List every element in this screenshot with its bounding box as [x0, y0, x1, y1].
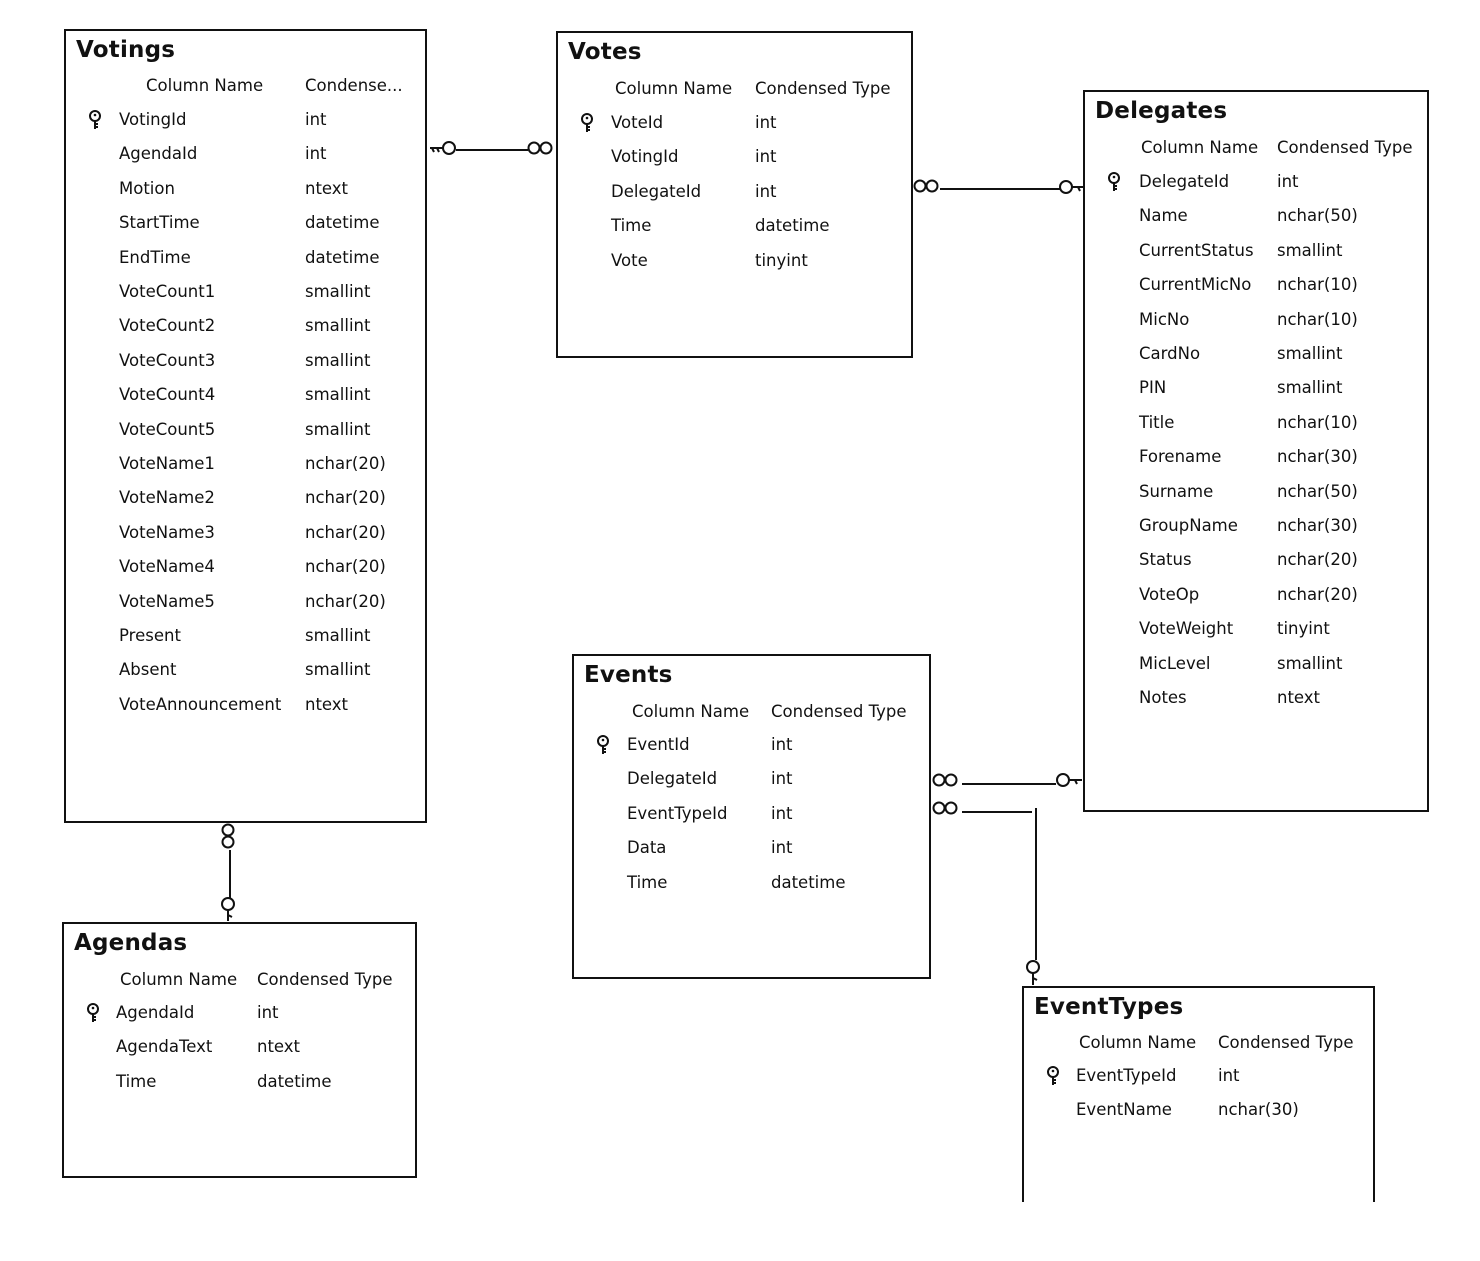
condensed-type-header: Condensed Type [755, 79, 891, 98]
column-type: nchar(30) [1277, 447, 1358, 467]
column-row[interactable] [558, 147, 911, 181]
column-name: AgendaId [119, 144, 198, 164]
column-name: Time [611, 216, 652, 236]
table-header [558, 79, 911, 113]
column-name: Status [1139, 550, 1192, 570]
column-type: nchar(20) [305, 454, 386, 473]
primary-key-icon [1046, 1066, 1060, 1086]
column-name: PIN [1139, 378, 1167, 398]
column-row[interactable] [66, 454, 425, 488]
column-name: Data [627, 838, 667, 858]
column-row[interactable] [1024, 1100, 1373, 1134]
column-type: tinyint [755, 250, 808, 270]
column-name: Notes [1139, 688, 1187, 707]
column-type: smallint [305, 660, 371, 680]
column-name: Time [116, 1071, 157, 1091]
column-row[interactable] [574, 873, 929, 907]
column-type: int [755, 147, 777, 167]
column-row[interactable] [1085, 516, 1427, 550]
column-row[interactable] [66, 660, 425, 694]
column-name: CurrentMicNo [1139, 275, 1252, 295]
column-row[interactable] [1085, 585, 1427, 619]
column-type: datetime [305, 213, 380, 233]
column-type: nchar(20) [1277, 584, 1358, 604]
column-type: ntext [305, 694, 349, 714]
column-row[interactable] [1085, 206, 1427, 240]
column-name: AgendaId [116, 1003, 195, 1022]
column-type: nchar(50) [1277, 481, 1358, 501]
column-row[interactable] [1085, 241, 1427, 275]
table-header [1024, 1033, 1373, 1067]
column-type: ntext [305, 178, 349, 198]
column-name: VotingId [611, 147, 679, 167]
column-name-header: Column Name [1079, 1033, 1197, 1052]
column-type: int [305, 144, 327, 164]
relationship-votings-agendas [222, 825, 234, 922]
column-type: ntext [1277, 688, 1321, 707]
column-type: nchar(10) [1277, 275, 1358, 295]
column-row[interactable] [66, 282, 425, 316]
column-name: VoteCount4 [119, 385, 216, 405]
column-name-header: Column Name [146, 76, 264, 95]
column-name: EventTypeId [627, 803, 728, 823]
column-name: VoteCount2 [119, 316, 216, 336]
table-title: Votes [568, 39, 642, 65]
column-type: int [755, 181, 777, 201]
primary-key-icon [1107, 172, 1121, 192]
column-type: datetime [771, 872, 846, 892]
column-type: nchar(20) [305, 522, 386, 542]
column-type: datetime [257, 1071, 332, 1091]
column-name: VoteCount3 [119, 350, 216, 370]
column-name: EndTime [119, 247, 191, 267]
column-name: Motion [119, 178, 175, 198]
column-row[interactable] [66, 144, 425, 178]
column-name: Time [627, 872, 668, 892]
column-row[interactable] [558, 216, 911, 250]
column-type: nchar(30) [1277, 516, 1358, 535]
primary-key-icon [88, 110, 102, 130]
table-title: Votings [76, 37, 176, 63]
column-type: nchar(10) [1277, 309, 1358, 329]
table-events[interactable] [572, 654, 931, 979]
relationship-events-eventtypes [934, 803, 1040, 986]
condensed-type-header: Condensed Type [257, 970, 393, 989]
table-header [64, 970, 415, 1004]
condensed-type-header: Condensed Type [771, 702, 907, 721]
column-type: int [257, 1003, 279, 1022]
column-type: datetime [305, 247, 380, 267]
relationship-votes-delegates [915, 181, 1084, 194]
column-type: smallint [305, 419, 371, 439]
column-row[interactable] [66, 179, 425, 213]
column-name: GroupName [1139, 516, 1238, 535]
column-name: DelegateId [1139, 172, 1230, 191]
column-name: Title [1139, 412, 1175, 432]
column-name: VoteName5 [119, 591, 215, 611]
column-row[interactable] [574, 735, 929, 769]
column-row[interactable] [64, 1037, 415, 1071]
table-votes[interactable] [556, 31, 913, 358]
table-title: Events [584, 662, 673, 688]
column-name: VoteCount5 [119, 419, 216, 439]
column-row[interactable] [558, 182, 911, 216]
column-row[interactable] [64, 1003, 415, 1037]
column-row[interactable] [66, 695, 425, 729]
primary-key-icon [86, 1003, 100, 1023]
column-name-header: Column Name [120, 970, 238, 989]
column-name-header: Column Name [1141, 138, 1259, 157]
column-name-header: Column Name [632, 702, 750, 721]
column-type: nchar(50) [1277, 206, 1358, 226]
column-type: int [771, 769, 793, 789]
column-type: smallint [1277, 653, 1343, 673]
column-row[interactable] [64, 1072, 415, 1106]
column-row[interactable] [66, 557, 425, 591]
column-name: EventId [627, 735, 690, 754]
column-row[interactable] [1024, 1066, 1373, 1100]
column-name: VoteName2 [119, 488, 215, 508]
column-name: DelegateId [627, 769, 718, 789]
column-type: datetime [755, 216, 830, 236]
table-header [574, 702, 929, 736]
column-row[interactable] [1085, 378, 1427, 412]
column-row[interactable] [1085, 413, 1427, 447]
column-name: EventName [1076, 1100, 1172, 1120]
column-row[interactable] [574, 769, 929, 803]
column-row[interactable] [558, 113, 911, 147]
column-type: int [771, 838, 793, 858]
column-type: smallint [305, 350, 371, 370]
column-row[interactable] [1085, 344, 1427, 378]
column-row[interactable] [66, 213, 425, 247]
column-type: nchar(20) [305, 488, 386, 508]
column-name: Vote [611, 250, 648, 270]
column-row[interactable] [66, 385, 425, 419]
condensed-type-header: Condensed Type [1277, 138, 1413, 157]
column-name: VoteName3 [119, 522, 215, 542]
column-row[interactable] [1085, 447, 1427, 481]
column-name: VoteName4 [119, 557, 215, 577]
column-row[interactable] [66, 523, 425, 557]
column-type: int [1218, 1066, 1240, 1085]
column-row[interactable] [66, 248, 425, 282]
column-name: VoteOp [1139, 584, 1200, 604]
column-name: MicNo [1139, 309, 1190, 329]
table-votings[interactable] [64, 29, 427, 823]
column-name: Absent [119, 660, 177, 680]
column-name: Name [1139, 206, 1188, 226]
column-name-header: Column Name [615, 79, 733, 98]
column-type: nchar(20) [305, 591, 386, 611]
column-type: smallint [305, 385, 371, 405]
column-row[interactable] [1085, 310, 1427, 344]
column-name: VotingId [119, 110, 187, 129]
primary-key-icon [580, 113, 594, 133]
column-type: smallint [305, 626, 371, 645]
column-type: smallint [305, 316, 371, 336]
column-row[interactable] [66, 110, 425, 144]
column-row[interactable] [1085, 688, 1427, 722]
column-type: int [755, 113, 777, 132]
column-type: smallint [1277, 344, 1343, 363]
column-row[interactable] [1085, 172, 1427, 206]
condensed-type-header: Condensed Type [1218, 1033, 1354, 1052]
column-row[interactable] [558, 251, 911, 285]
table-eventtypes[interactable] [1022, 986, 1375, 1202]
column-name: MicLevel [1139, 653, 1211, 673]
column-name: VoteId [611, 113, 664, 132]
column-name: AgendaText [116, 1037, 213, 1057]
column-row[interactable] [66, 420, 425, 454]
column-name: VoteWeight [1139, 619, 1234, 639]
relationship-events-delegates [934, 774, 1083, 786]
column-type: int [771, 803, 793, 823]
column-name: Surname [1139, 481, 1214, 501]
column-name: CardNo [1139, 344, 1201, 363]
table-header [66, 76, 425, 110]
column-type: smallint [1277, 378, 1343, 398]
column-row[interactable] [1085, 654, 1427, 688]
column-name: EventTypeId [1076, 1066, 1177, 1085]
column-type: tinyint [1277, 619, 1330, 639]
column-row[interactable] [66, 488, 425, 522]
column-name: StartTime [119, 213, 200, 233]
table-agendas[interactable] [62, 922, 417, 1178]
column-row[interactable] [1085, 275, 1427, 309]
column-type: smallint [1277, 240, 1343, 260]
column-type: nchar(10) [1277, 412, 1358, 432]
column-row[interactable] [66, 626, 425, 660]
column-type: int [771, 735, 793, 754]
column-row[interactable] [574, 838, 929, 872]
column-name: Present [119, 626, 181, 645]
condensed-type-header: Condense... [305, 76, 403, 95]
column-row[interactable] [66, 351, 425, 385]
column-row[interactable] [66, 316, 425, 350]
column-row[interactable] [1085, 619, 1427, 653]
column-name: DelegateId [611, 181, 702, 201]
column-name: Forename [1139, 447, 1222, 467]
table-delegates[interactable] [1083, 90, 1429, 812]
column-row[interactable] [1085, 550, 1427, 584]
table-title: EventTypes [1034, 994, 1184, 1020]
column-name: VoteCount1 [119, 282, 216, 301]
primary-key-icon [596, 735, 610, 755]
column-name: VoteName1 [119, 454, 215, 473]
column-row[interactable] [66, 592, 425, 626]
table-title: Delegates [1095, 98, 1228, 124]
column-type: nchar(30) [1218, 1100, 1299, 1120]
column-type: int [1277, 172, 1299, 191]
relationship-votings-votes [430, 142, 552, 154]
column-row[interactable] [574, 804, 929, 838]
column-name: VoteAnnouncement [119, 694, 282, 714]
table-title: Agendas [74, 930, 188, 956]
column-type: smallint [305, 282, 371, 301]
column-name: CurrentStatus [1139, 240, 1254, 260]
column-type: ntext [257, 1037, 301, 1057]
column-type: nchar(20) [1277, 550, 1358, 570]
table-header [1085, 138, 1427, 172]
column-type: int [305, 110, 327, 129]
column-type: nchar(20) [305, 557, 386, 577]
column-row[interactable] [1085, 482, 1427, 516]
